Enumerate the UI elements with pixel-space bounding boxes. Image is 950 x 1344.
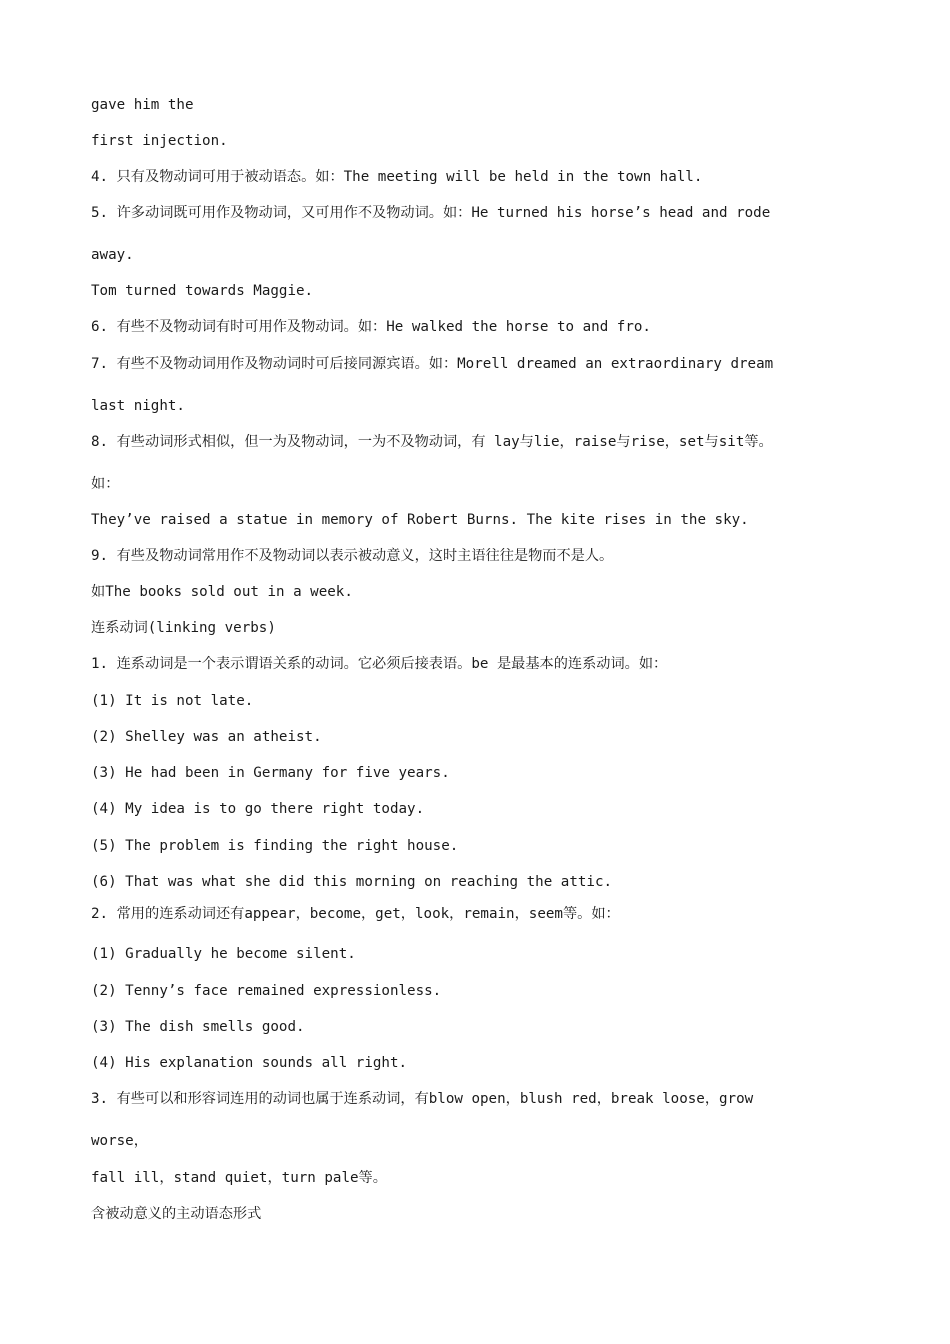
text-line: (2) Shelley was an atheist. [91, 729, 322, 745]
text-line: 2. 常用的连系动词还有appear，become，get，look，remain，seem等。如： [91, 906, 620, 922]
text-line: (1) It is not late. [91, 693, 254, 709]
text-line: (5) The problem is finding the right house. [91, 838, 459, 854]
text-line: 如The books sold out in a week. [91, 584, 353, 600]
text-line: 8. 有些动词形式相似，但一为及物动词，一为不及物动词，有 lay与lie，raise与rise，set与sit等。 [91, 434, 773, 450]
text-line: worse， [91, 1133, 148, 1149]
text-line: 7. 有些不及物动词用作及物动词时可后接同源宾语。如：Morell dreamed an extraordinary dream [91, 356, 774, 372]
text-line: (1) Gradually he become silent. [91, 946, 356, 962]
text-line: 6. 有些不及物动词有时可用作及物动词。如：He walked the horse to and fro. [91, 319, 651, 335]
text-line: They’ve raised a statue in memory of Robert Burns. The kite rises in the sky. [91, 512, 749, 528]
text-line: away. [91, 247, 134, 263]
text-line: first injection. [91, 133, 228, 149]
section-heading: 连系动词(linking verbs) [91, 620, 276, 636]
text-line: (3) He had been in Germany for five years. [91, 765, 450, 781]
text-line: 5. 许多动词既可用作及物动词，又可用作不及物动词。如：He turned his horse’s head and rode [91, 205, 771, 221]
section-heading: 含被动意义的主动语态形式 [91, 1206, 262, 1222]
text-line: 3. 有些可以和形容词连用的动词也属于连系动词，有blow open，blush red，break loose，grow [91, 1091, 754, 1107]
text-line: 1. 连系动词是一个表示谓语关系的动词。它必须后接表语。be 是最基本的连系动词。如： [91, 656, 668, 672]
text-line: (4) His explanation sounds all right. [91, 1055, 408, 1071]
text-line: (2) Tenny’s face remained expressionless. [91, 983, 442, 999]
text-line: (3) The dish smells good. [91, 1019, 305, 1035]
text-line: (4) My idea is to go there right today. [91, 801, 425, 817]
text-line: last night. [91, 398, 185, 414]
text-line: 如： [91, 476, 120, 492]
text-line: 9. 有些及物动词常用作不及物动词以表示被动意义，这时主语往往是物而不是人。 [91, 548, 614, 564]
text-line: Tom turned towards Maggie. [91, 283, 314, 299]
text-line: 4. 只有及物动词可用于被动语态。如：The meeting will be held in the town hall. [91, 169, 703, 185]
text-line: gave him the [91, 97, 194, 113]
text-line: (6) That was what she did this morning on reaching the attic. [91, 874, 613, 890]
text-line: fall ill，stand quiet，turn pale等。 [91, 1170, 387, 1186]
